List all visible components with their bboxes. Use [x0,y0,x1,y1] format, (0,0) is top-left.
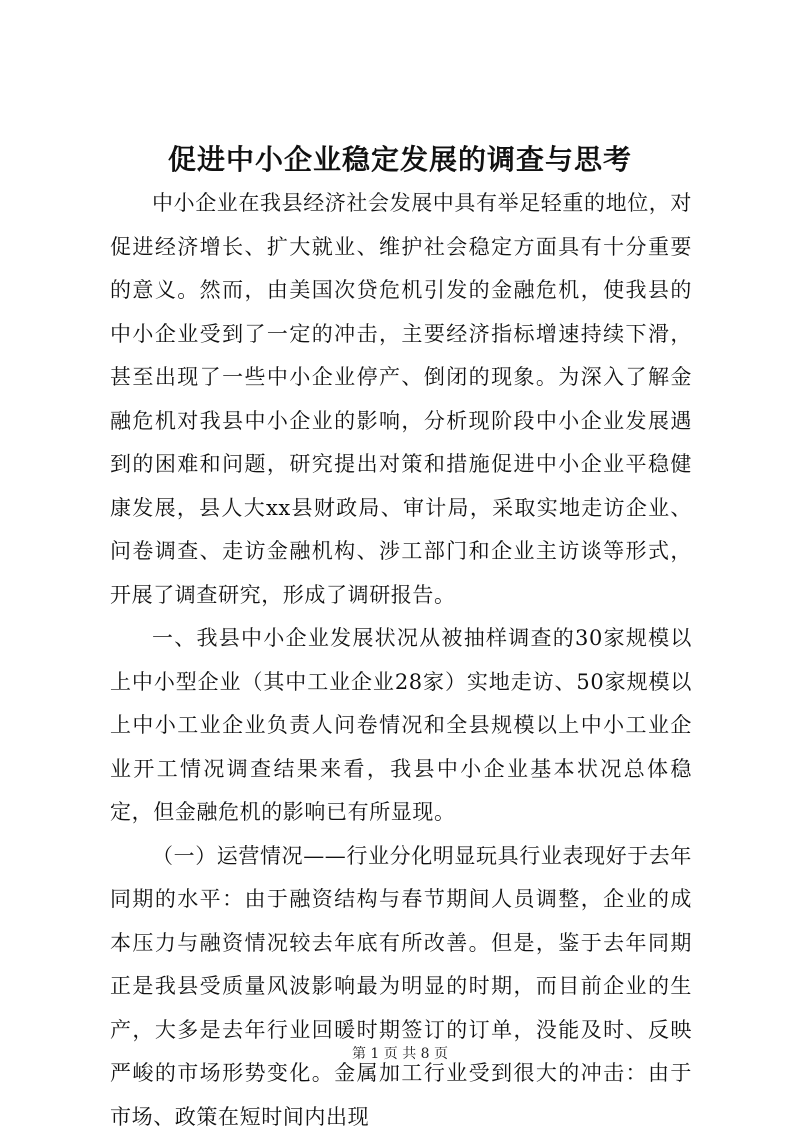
paragraph-intro: 中小企业在我县经济社会发展中具有举足轻重的地位，对促进经济增长、扩大就业、维护社会稳定方面具有十分重要的意义。然而，由美国次贷危机引发的金融危机，使我县的中小企业受到了一定的冲击，主要经济指标增速持续下滑，甚至出现了一些中小企业停产、倒闭的现象。为深入了解金融危机对我县中小企业的影响，分析现阶段中小企业发展遇到的困难和问题，研究提出对策和措施促进中小企业平稳健康发展，县人大xx县财政局、审计局，采取实地走访企业、问卷调查、走访金融机构、涉工部门和企业主访谈等形式，开展了调查研究，形成了调研报告。 [110,182,692,617]
paragraph-section-1: 一、我县中小企业发展状况从被抽样调查的30家规模以上中小型企业（其中工业企业28家）实地走访、50家规模以上中小工业企业负责人问卷情况和全县规模以上中小工业企业开工情况调查结果来看，我县中小企业基本状况总体稳定，但金融危机的影响已有所显现。 [110,617,692,835]
paragraph-subsection-1: （一）运营情况——行业分化明显玩具行业表现好于去年同期的水平：由于融资结构与春节期间人员调整，企业的成本压力与融资情况较去年底有所改善。但是，鉴于去年同期正是我县受质量风波影响最为明显的时期，而目前企业的生产，大多是去年行业回暖时期签订的订单，没能及时、反映严峻的市场形势变化。金属加工行业受到很大的冲击：由于市场、政策在短时间内出现 [110,835,692,1139]
document-body [110,182,692,1139]
page-title: 促进中小企业稳定发展的调查与思考 [0,140,800,180]
page-number-footer: 第 1 页 共 8 页 [0,1044,800,1064]
